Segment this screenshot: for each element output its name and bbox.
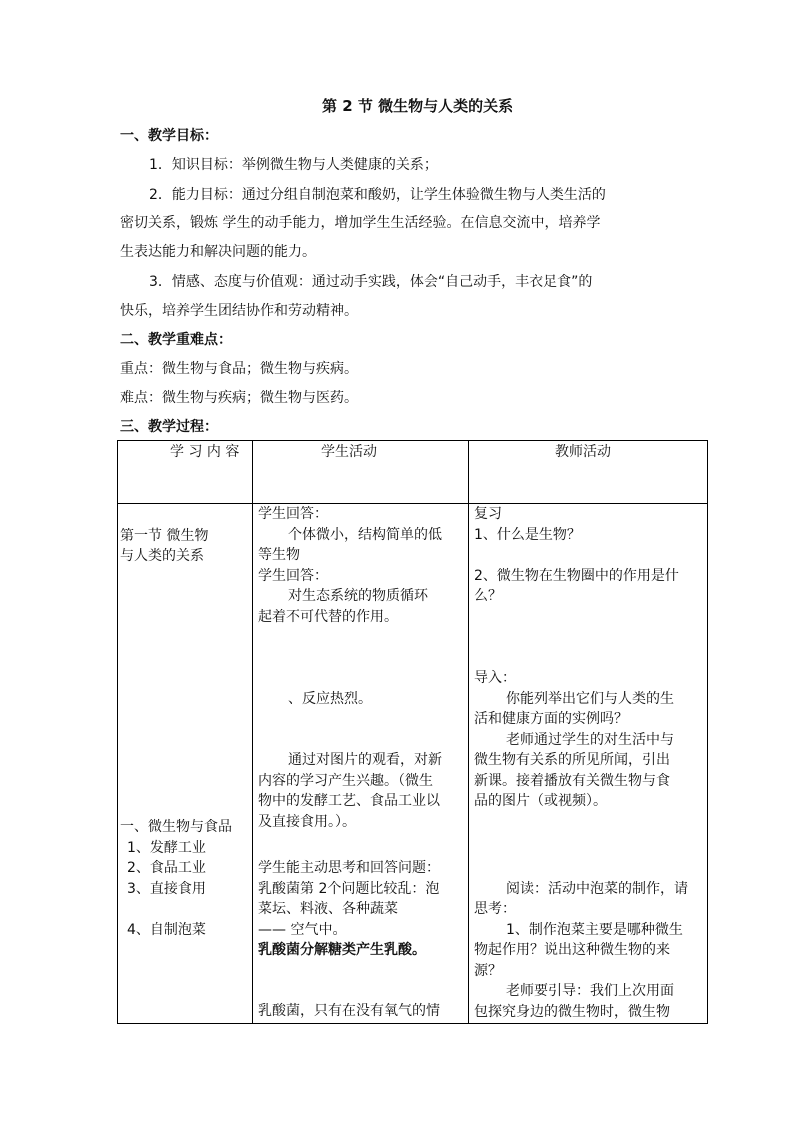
goal-ability-line3: 生表达能力和解决问题的能力。 (120, 244, 316, 260)
page-title: 第 2 节 微生物与人类的关系 (322, 97, 514, 115)
student-activity-line: 物中的发酵工艺、食品工业以 (258, 793, 440, 809)
header-student-activity: 学生活动 (321, 444, 377, 460)
student-activity-line: 通过对图片的观看，对新 (288, 752, 442, 768)
student-activity-line: 个体微小，结构简单的低 (288, 527, 442, 543)
student-activity-line: 内容的学习产生兴趣。（微生 (258, 773, 433, 789)
content-item: 4、自制泡菜 (127, 922, 206, 938)
student-activity-line: 学生回答： (258, 506, 328, 522)
teacher-activity-line: 老师通过学生的对生活中与 (506, 732, 674, 748)
goal-emotion-line2: 快乐，培养学生团结协作和劳动精神。 (120, 303, 358, 319)
teacher-activity-line: 导入： (474, 670, 516, 686)
teacher-activity-line: 老师要引导：我们上次用面 (506, 983, 674, 999)
teacher-activity-line: 1、制作泡菜主要是哪种微生 (506, 922, 683, 938)
header-learning-content: 学 习 内 容 (170, 444, 240, 460)
content-item: 与人类的关系 (120, 548, 204, 564)
teacher-activity-line: 物起作用？说出这种微生物的来 (474, 942, 670, 958)
header-teacher-activity: 教师活动 (555, 444, 611, 460)
student-activity-line: —— 空气中。 (258, 922, 347, 938)
teacher-activity-line: 思考： (474, 901, 516, 917)
goal-ability-line2: 密切关系，锻炼 学生的动手能力，增加学生生活经验。在信息交流中，培养学 (120, 215, 601, 231)
teacher-activity-line: 复习 (474, 506, 502, 522)
process-table (117, 440, 708, 1024)
process-heading: 三、教学过程： (120, 419, 218, 435)
student-activity-line: 对生态系统的物质循环 (288, 588, 428, 604)
teacher-activity-line: 活和健康方面的实例吗？ (474, 711, 628, 727)
student-activity-line: 学生能主动思考和回答问题： (258, 860, 440, 876)
teacher-activity-line: 1、什么是生物？ (474, 527, 581, 543)
content-item: 一、微生物与食品 (120, 819, 232, 835)
teacher-activity-line: 源？ (474, 963, 502, 979)
student-activity-line: 菜坛、料液、各种蔬菜 (258, 901, 398, 917)
teacher-activity-line: 包探究身边的微生物时，微生物 (474, 1004, 670, 1020)
student-activity-line: 乳酸菌分解糖类产生乳酸。 (258, 942, 426, 958)
teacher-activity-line: 你能列举出它们与人类的生 (506, 691, 674, 707)
content-item: 1、发酵工业 (127, 840, 206, 856)
key-point: 重点：微生物与食品；微生物与疾病。 (120, 361, 358, 377)
teacher-activity-line: 微生物有关系的所见所闻，引出 (474, 752, 670, 768)
teacher-activity-line: 阅读：活动中泡菜的制作，请 (506, 881, 688, 897)
goals-heading: 一、教学目标： (120, 128, 218, 144)
teacher-activity-line: 2、微生物在生物圈中的作用是什 (474, 568, 679, 584)
student-activity-line: 及直接食用。）。 (258, 814, 356, 830)
teacher-activity-line: 么？ (474, 588, 502, 604)
student-activity-line: 等生物 (258, 547, 300, 563)
student-activity-line: 乳酸菌第 2个问题比较乱：泡 (258, 881, 440, 897)
goal-knowledge: 1．知识目标：举例微生物与人类健康的关系； (149, 157, 438, 173)
student-activity-line: 乳酸菌，只有在没有氧气的情 (258, 1003, 440, 1019)
teacher-activity-line: 新课。接着播放有关微生物与食 (474, 773, 670, 789)
column-divider (468, 441, 469, 1023)
student-activity-line: 起着不可代替的作用。 (258, 609, 398, 625)
column-divider (252, 441, 253, 1023)
difficult-point: 难点：微生物与疾病；微生物与医药。 (120, 390, 358, 406)
teacher-activity-line: 品的图片（或视频）。 (474, 793, 607, 809)
content-item: 3、直接食用 (127, 881, 206, 897)
student-activity-line: 、反应热烈。 (288, 691, 372, 707)
keypoints-heading: 二、教学重难点： (120, 332, 232, 348)
header-divider (118, 503, 707, 504)
goal-emotion-line1: 3．情感、态度与价值观：通过动手实践，体会“自己动手，丰衣足食”的 (149, 274, 593, 290)
goal-ability-line1: 2．能力目标：通过分组自制泡菜和酸奶，让学生体验微生物与人类生活的 (149, 187, 606, 203)
content-item: 2、食品工业 (127, 860, 206, 876)
content-item: 第一节 微生物 (120, 528, 209, 544)
student-activity-line: 学生回答： (258, 568, 328, 584)
